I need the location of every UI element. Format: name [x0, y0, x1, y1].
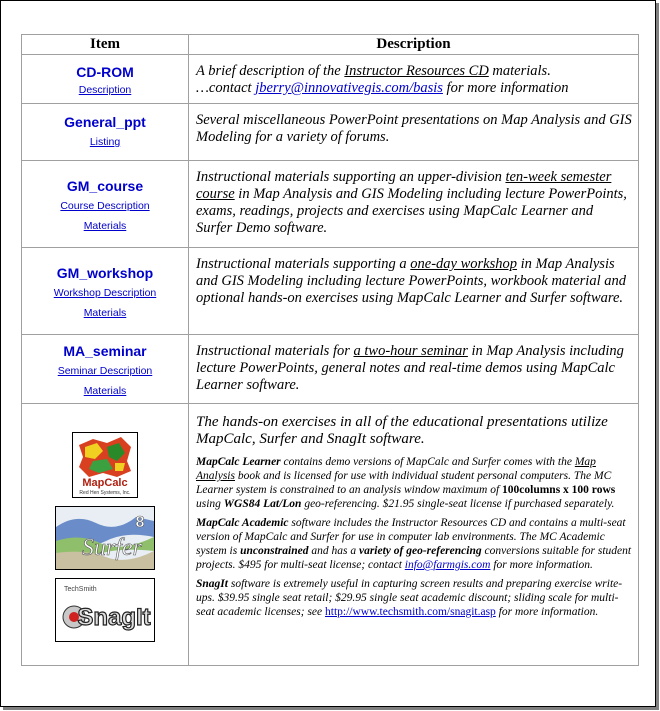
desc-text: A brief description of the: [196, 63, 345, 79]
geo-referencing-text: variety of geo-referencing: [358, 545, 482, 557]
para-text: using: [196, 498, 224, 510]
para-text: contains demo versions of MapCalc and Surfer comes with the: [280, 456, 575, 468]
para-text: software includes the Instructor Resources CD and contains a multi-seat version of MapCalc and Surfer for use in computer lab environments. The MC Academic system is: [196, 517, 626, 557]
unconstrained-text: unconstrained: [240, 545, 309, 557]
description-header: Description: [189, 35, 639, 55]
snagit-logo: [55, 578, 155, 642]
mapcalc-academic-paragraph: [196, 516, 632, 572]
item-cell: [22, 161, 189, 248]
item-cell: [22, 55, 189, 104]
para-text: and has a: [308, 545, 359, 557]
mapcalc-logo: [72, 432, 138, 498]
table-row: [22, 161, 639, 248]
mapcalc-academic-label: MapCalc Academic: [196, 517, 289, 529]
snagit-paragraph: [196, 577, 632, 619]
software-description-cell: [189, 404, 639, 666]
snagit-logo-graphic: [56, 579, 154, 641]
mapcalc-learner-label: MapCalc Learner: [196, 456, 281, 468]
desc-text: for more information: [442, 80, 569, 96]
software-intro: The hands-on exercises in all of the educational presentations utilize MapCalc, Surfer and SnagIt software.: [196, 414, 608, 447]
description-cell: [189, 248, 639, 335]
item-cell: [22, 248, 189, 335]
header-row: [22, 35, 639, 55]
table-row: [22, 55, 639, 104]
description-cell: [189, 161, 639, 248]
wgs84-text: WGS84 Lat/Lon: [223, 498, 302, 510]
item-name: General_ppt: [64, 114, 146, 130]
para-text: for more information.: [490, 559, 593, 571]
snagit-logo-text: SnagIt: [77, 603, 151, 631]
desc-text: in Map Analysis including lecture PowerPoints, general notes and real-time demos using MapCalc Learner software.: [196, 343, 624, 393]
semester-course-link[interactable]: ten-week semester course: [196, 169, 612, 202]
grid-size-text: 100columns x 100 rows: [502, 484, 616, 496]
table-row: [22, 104, 639, 161]
techsmith-url-link[interactable]: http://www.techsmith.com/snagit.asp: [325, 606, 496, 618]
workshop-description-link[interactable]: Workshop Description: [53, 287, 157, 299]
map-analysis-link[interactable]: Map Analysis: [196, 456, 596, 482]
description-link[interactable]: Description: [78, 84, 132, 96]
resources-table: [21, 34, 639, 666]
item-name: GM_course: [66, 178, 144, 194]
desc-text: …contact: [196, 80, 256, 96]
farmgis-email-link[interactable]: info@farmgis.com: [404, 559, 491, 571]
mapcalc-learner-paragraph: [196, 455, 632, 511]
logo-cell: [22, 404, 189, 666]
para-text: conversions suitable for student projects. $495 for multi-seat license; contact: [196, 545, 632, 571]
surfer-logo: [55, 506, 155, 570]
desc-text: in Map Analysis and GIS Modeling including lecture PowerPoints, exams, readings, projects and exercises using MapCalc Learner and Surfer Demo software.: [196, 186, 627, 236]
one-day-workshop-link[interactable]: one-day workshop: [410, 256, 518, 272]
mapcalc-logo-text: MapCalc: [82, 476, 128, 489]
description-cell: [189, 55, 639, 104]
surfer-logo-graphic: [56, 507, 154, 569]
surfer-logo-text: Surfer: [82, 534, 142, 561]
listing-link[interactable]: Listing: [89, 136, 121, 148]
item-name: MA_seminar: [63, 343, 147, 359]
snagit-label: SnagIt: [196, 578, 228, 590]
seminar-description-link[interactable]: Seminar Description: [57, 365, 153, 377]
desc-text: materials.: [488, 63, 551, 79]
description-cell: Several miscellaneous PowerPoint presentations on Map Analysis and GIS Modeling for a variety of forums.: [189, 104, 639, 161]
item-cell: [22, 335, 189, 404]
mapcalc-logo-subtext: Red Hen Systems, Inc.: [79, 489, 131, 496]
para-text: book and is licensed for use with individual student personal computers. The MC Learner system is constrained to an analysis window maximum of: [196, 470, 612, 496]
item-cell: [22, 104, 189, 161]
para-text: geo-referencing. $21.95 single-seat license if purchased separately.: [301, 498, 615, 510]
table-row: [22, 248, 639, 335]
desc-text: Instructional materials supporting a: [196, 256, 411, 272]
desc-text: Instructional materials supporting an upper-division: [196, 169, 506, 185]
two-hour-seminar-link[interactable]: a two-hour seminar: [353, 343, 468, 359]
surfer-version-text: 8: [135, 513, 145, 531]
software-row: [22, 404, 639, 666]
para-text: software is extremely useful in capturing screen results and preparing exercise write-ups. $39.95 single seat retail; $29.95 single seat academic discount; sliding scale for multi-seat academic licenses; see: [196, 578, 623, 618]
instructor-resources-cd-link[interactable]: Instructor Resources CD: [344, 63, 489, 79]
materials-link[interactable]: Materials: [83, 385, 127, 397]
table-row: [22, 335, 639, 404]
mapcalc-logo-graphic: [73, 433, 137, 497]
desc-text: in Map Analysis and GIS Modeling including lecture PowerPoints, workbook material and optional hands-on exercises using MapCalc Learner and Surfer software.: [196, 256, 626, 306]
description-cell: [189, 335, 639, 404]
materials-link[interactable]: Materials: [83, 307, 127, 319]
course-description-link[interactable]: Course Description: [60, 200, 150, 212]
item-name: GM_workshop: [56, 265, 154, 281]
materials-link[interactable]: Materials: [83, 220, 127, 232]
item-name: CD-ROM: [76, 64, 134, 80]
desc-text: Instructional materials for: [196, 343, 354, 359]
item-header: Item: [22, 35, 189, 55]
techsmith-text: TechSmith: [64, 585, 97, 593]
para-text: for more information.: [495, 606, 599, 618]
contact-email-link[interactable]: jberry@innovativegis.com/basis: [255, 80, 443, 96]
